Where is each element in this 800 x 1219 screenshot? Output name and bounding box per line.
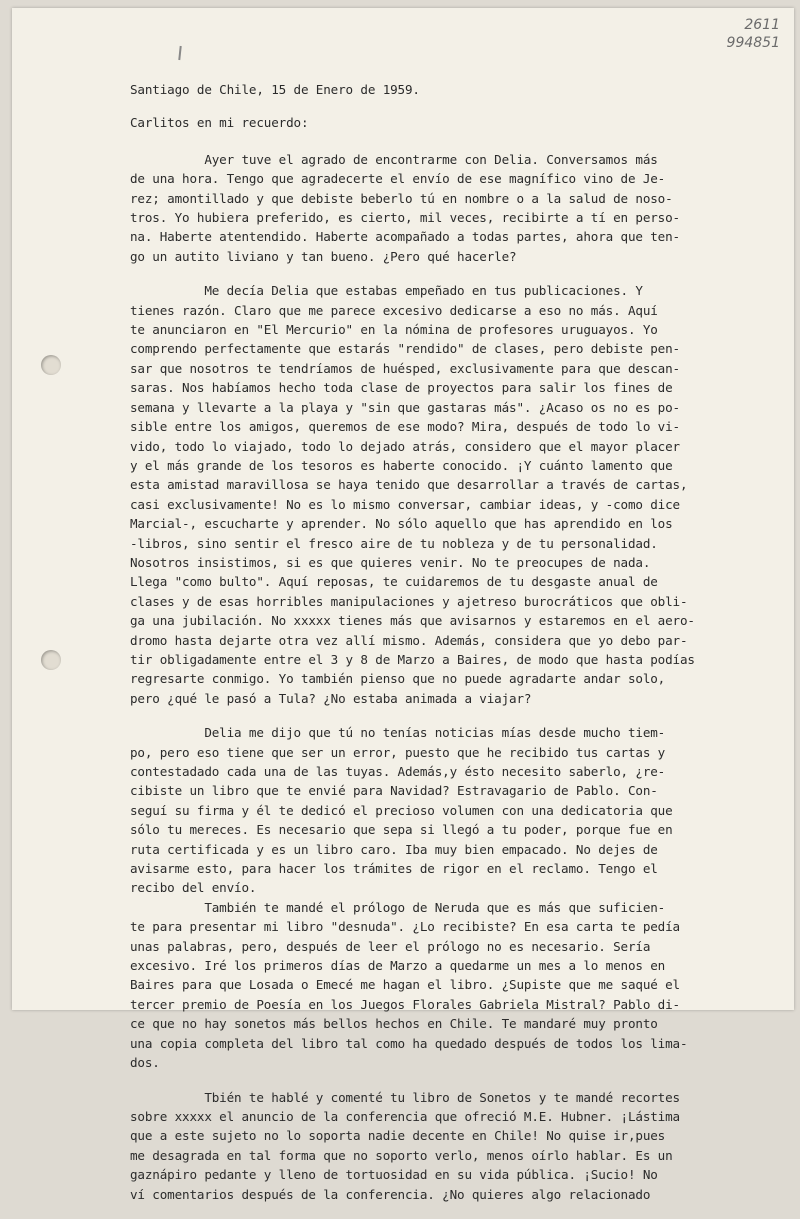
- text-line: te para presentar mi libro "desnuda". ¿Lo recibiste? En esa carta te pedía: [130, 919, 680, 935]
- text-line: gaznápiro pedante y lleno de tortuosidad en su vida pública. ¡Sucio! No: [130, 1167, 658, 1183]
- pencil-mark: [178, 46, 181, 60]
- text-line: sobre xxxxx el anuncio de la conferencia que ofreció M.E. Hubner. ¡Lástima: [130, 1108, 680, 1124]
- text-line: unas palabras, pero, después de leer el prólogo no es necesario. Sería: [130, 938, 651, 954]
- text-line: También te mandé el prólogo de Neruda que es más que suficien-: [130, 899, 666, 915]
- text-line: una copia completa del libro tal como ha quedado después de todos los lima-: [130, 1035, 688, 1051]
- punch-hole-top: [41, 355, 61, 375]
- text-line: semana y llevarte a la playa y "sin que gastaras más". ¿Acaso os no es po-: [130, 399, 680, 415]
- text-line: ce que no hay sonetos más bellos hechos en Chile. Te mandaré muy pronto: [130, 1016, 658, 1032]
- text-line: rez; amontillado y que debiste beberlo tú en nombre o a la salud de noso-: [130, 190, 673, 206]
- text-line: ví comentarios después de la conferencia. ¿No quieres algo relacionado: [130, 1186, 651, 1202]
- paragraph-4: [130, 898, 742, 1073]
- text-line: cibiste un libro que te envié para Navidad? Estravagario de Pablo. Con-: [130, 783, 658, 799]
- text-line: Marcial-, escucharte y aprender. No sólo aquello que has aprendido en los: [130, 516, 673, 532]
- text-line: dos.: [130, 1055, 160, 1071]
- text-line: Ayer tuve el agrado de encontrarme con Delia. Conversamos más: [130, 151, 658, 167]
- paragraphs: [130, 150, 742, 1204]
- text-line: sar que nosotros te tendríamos de huésped, exclusivamente para que descan-: [130, 360, 680, 376]
- paragraph-3: [130, 723, 742, 898]
- archive-number-1: 2611: [744, 17, 780, 33]
- text-line: dromo hasta dejarte otra vez allí mismo. Además, considera que yo debo par-: [130, 632, 688, 648]
- text-line: tir obligadamente entre el 3 y 8 de Marzo a Baires, de modo que hasta podías: [130, 651, 695, 667]
- text-line: recibo del envío.: [130, 880, 257, 896]
- text-line: Llega "como bulto". Aquí reposas, te cuidaremos de tu desgaste anual de: [130, 574, 658, 590]
- archive-number-2: 994851: [726, 35, 780, 51]
- text-line: -libros, sino sentir el fresco aire de tu nobleza y de tu personalidad.: [130, 535, 658, 551]
- paragraph-5: [130, 1088, 742, 1204]
- paragraph-1: [130, 150, 742, 266]
- text-line: Baires para que Losada o Emecé me hagan el libro. ¿Supiste que me saqué el: [130, 977, 680, 993]
- text-line: sólo tu mereces. Es necesario que sepa si llegó a tu poder, porque fue en: [130, 822, 673, 838]
- text-line: na. Haberte atentendido. Haberte acompañado a todas partes, ahora que ten-: [130, 229, 680, 245]
- text-line: tienes razón. Claro que me parece excesivo dedicarse a eso no más. Aquí: [130, 302, 658, 318]
- text-line: Nosotros insistimos, si es que quieres venir. No te preocupes de nada.: [130, 554, 651, 570]
- text-line: tercer premio de Poesía en los Juegos Florales Gabriela Mistral? Pablo di-: [130, 996, 680, 1012]
- text-line: Tbién te hablé y comenté tu libro de Sonetos y te mandé recortes: [130, 1089, 680, 1105]
- text-line: tros. Yo hubiera preferido, es cierto, mil veces, recibirte a tí en perso-: [130, 210, 680, 226]
- text-line: avisarme esto, para hacer los trámites de rigor en el reclamo. Tengo el: [130, 861, 658, 877]
- text-line: casi exclusivamente! No es lo mismo conversar, cambiar ideas, y -como dice: [130, 496, 680, 512]
- text-line: seguí su firma y él te dedicó el precioso volumen con una dedicatoria que: [130, 802, 673, 818]
- text-line: sible entre los amigos, queremos de ese modo? Mira, después de todo lo vi-: [130, 419, 680, 435]
- text-line: regresarte conmigo. Yo también pienso que no puede agradarte andar solo,: [130, 671, 666, 687]
- text-line: go un autito liviano y tan bueno. ¿Pero qué hacerle?: [130, 248, 517, 264]
- salutation: Carlitos en mi recuerdo:: [130, 115, 309, 131]
- text-line: ga una jubilación. No xxxxx tienes más que avisarnos y estaremos en el aero-: [130, 613, 695, 629]
- text-line: contestadado cada una de las tuyas. Además,y ésto necesito saberlo, ¿re-: [130, 764, 666, 779]
- text-line: esta amistad maravillosa se haya tenido que desarrollar a través de cartas,: [130, 477, 688, 493]
- letter-body: [130, 80, 742, 1219]
- text-line: de una hora. Tengo que agradecerte el envío de ese magnífico vino de Je-: [130, 171, 666, 187]
- text-line: me desagrada en tal forma que no soporto verlo, menos oírlo hablar. Es un: [130, 1147, 673, 1163]
- text-line: ruta certificada y es un libro caro. Iba muy bien empacado. No dejes de: [130, 841, 658, 857]
- text-line: vido, todo lo viajado, todo lo dejado atrás, considero que el mayor placer: [130, 438, 680, 454]
- punch-hole-bottom: [41, 650, 61, 670]
- text-line: Me decía Delia que estabas empeñado en tus publicaciones. Y: [130, 283, 643, 299]
- paragraph-2: [130, 281, 742, 708]
- text-line: clases y de esas horribles manipulaciones y ajetreso burocráticos que obli-: [130, 593, 688, 609]
- dateline: Santiago de Chile, 15 de Enero de 1959.: [130, 82, 420, 97]
- text-line: po, pero eso tiene que ser un error, puesto que he recibido tus cartas y: [130, 744, 666, 760]
- archive-reference: [727, 16, 780, 52]
- text-line: Delia me dijo que tú no tenías noticias mías desde mucho tiem-: [130, 725, 666, 741]
- text-line: y el más grande de los tesoros es haberte conocido. ¡Y cuánto lamento que: [130, 457, 673, 473]
- letter-sheet: [12, 8, 794, 1202]
- text-line: saras. Nos habíamos hecho toda clase de proyectos para salir los fines de: [130, 380, 673, 396]
- text-line: te anunciaron en "El Mercurio" en la nómina de profesores uruguayos. Yo: [130, 322, 658, 338]
- text-line: excesivo. Iré los primeros días de Marzo a quedarme un mes a lo menos en: [130, 958, 666, 974]
- text-line: pero ¿qué le pasó a Tula? ¿No estaba animada a viajar?: [130, 690, 532, 706]
- text-line: que a este sujeto no lo soporta nadie decente en Chile! No quise ir,pues: [130, 1128, 666, 1144]
- text-line: comprendo perfectamente que estarás "rendido" de clases, pero debiste pen-: [130, 341, 680, 357]
